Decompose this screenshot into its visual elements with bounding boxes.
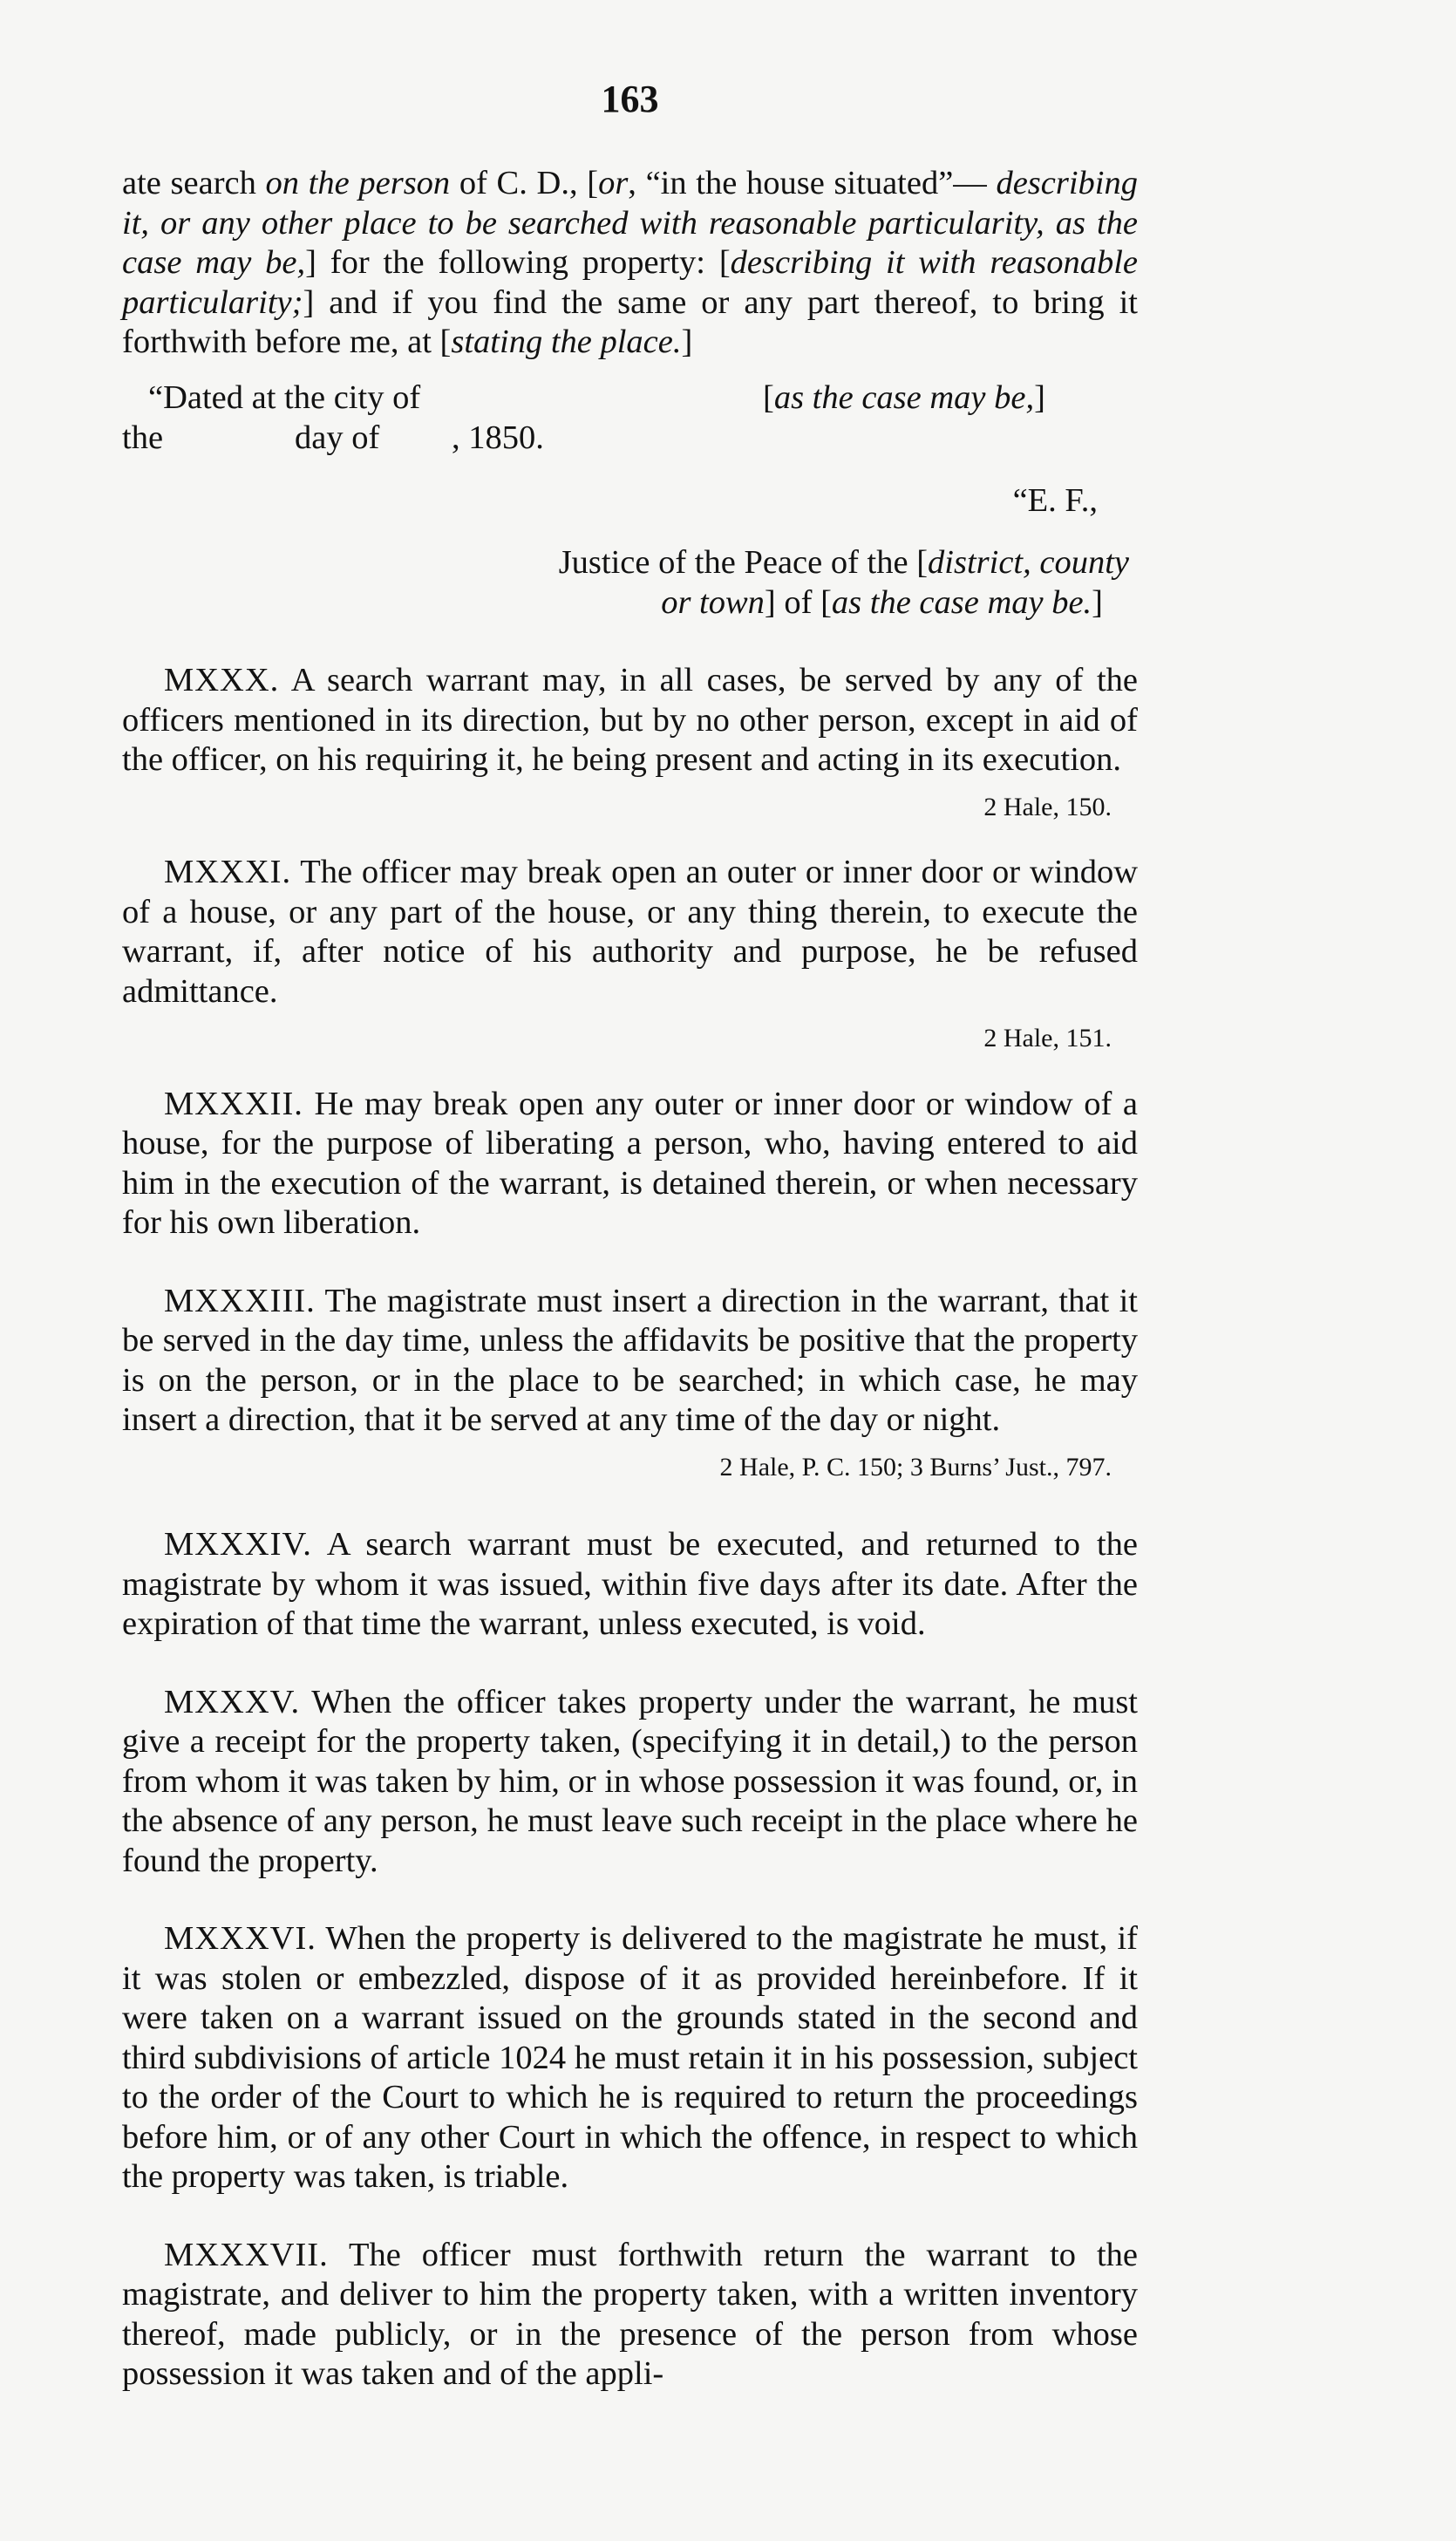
section-1032: MXXXII. He may break open any outer or inner door or window of a house, for the purpose of liberating a person, who, having entered to aid him in the execution of the warrant, is detained therein, or when necessary for his own liberation. [122, 1085, 1138, 1241]
citation-1030: 2 Hale, 150. [983, 792, 1112, 821]
form-continuation: ate search on the person of C. D., [or, “in the house situated”— describing it, or any other place to be searched with reasonable particularity, as the case may be,] for the following property: [describing it with reasonable particularity;] and if you find the same or any part thereof, to bring it forthwith before me, at [stating the place.] [122, 165, 1139, 360]
section-1030: MXXX. A search warrant may, in all cases, be served by any of the officers mentioned in its direction, but by no other person, except in aid of the officer, on his requiring it, he being present and acting in its execution. [122, 662, 1138, 778]
date-line: the day of , 1850. [122, 419, 544, 456]
section-1035: MXXXV. When the officer takes property under the warrant, he must give a receipt for the property taken, (specifying it in detail,) to the person from whom it was taken by him, or in whose possession it was found, or, in the absence of any person, he must leave such receipt in the place where he found the property. [122, 1683, 1139, 1879]
justice-line: Justice of the Peace of the [district, county [558, 544, 1129, 581]
page-number: 163 [601, 78, 659, 120]
justice-line-2: or town] of [as the case may be.] [661, 583, 1103, 621]
dated-line: “Dated at the city of [as the case may be,] [148, 378, 1045, 416]
section-1034: MXXXIV. A search warrant must be executed, and returned to the magistrate by whom it was issued, within five days after its date. After the expiration of that time the warrant, unless executed, is void. [122, 1526, 1138, 1642]
page-body [122, 164, 1138, 2395]
section-1033: MXXXIII. The magistrate must insert a direction in the warrant, that it be served in the day time, unless the affidavits be positive that the property is on the person, or in the place to be searched; in which case, he may insert a direction, that it be served at any time of the day or night. [122, 1282, 1139, 1438]
citation-1033: 2 Hale, P. C. 150; 3 Burns’ Just., 797. [719, 1452, 1112, 1482]
section-1037: MXXXVII. The officer must forthwith return the warrant to the magistrate, and deliver to him the property taken, with a written inventory thereof, made publicly, or in the presence of the person from whose possession it was taken and of the appli- [122, 2236, 1138, 2392]
signature: “E. F., [1012, 481, 1098, 519]
section-1031: MXXXI. The officer may break open an outer or inner door or window of a house, or any part of the house, or any thing therein, to execute the warrant, if, after notice of his authority and purpose, he be refused admittance. [122, 854, 1138, 1010]
citation-1031: 2 Hale, 151. [983, 1024, 1112, 1053]
section-1036: MXXXVI. When the property is delivered to the magistrate he must, if it was stolen or embezzled, dispose of it as provided hereinbefore. If it were taken on a warrant issued on the grounds stated in the second and third subdivisions of article 1024 he must retain it in his possession, subject to the order of the Court to which he is required to return the proceedings before him, or of any other Court in which the offence, in respect to which the property was taken, is triable. [122, 1920, 1138, 2195]
